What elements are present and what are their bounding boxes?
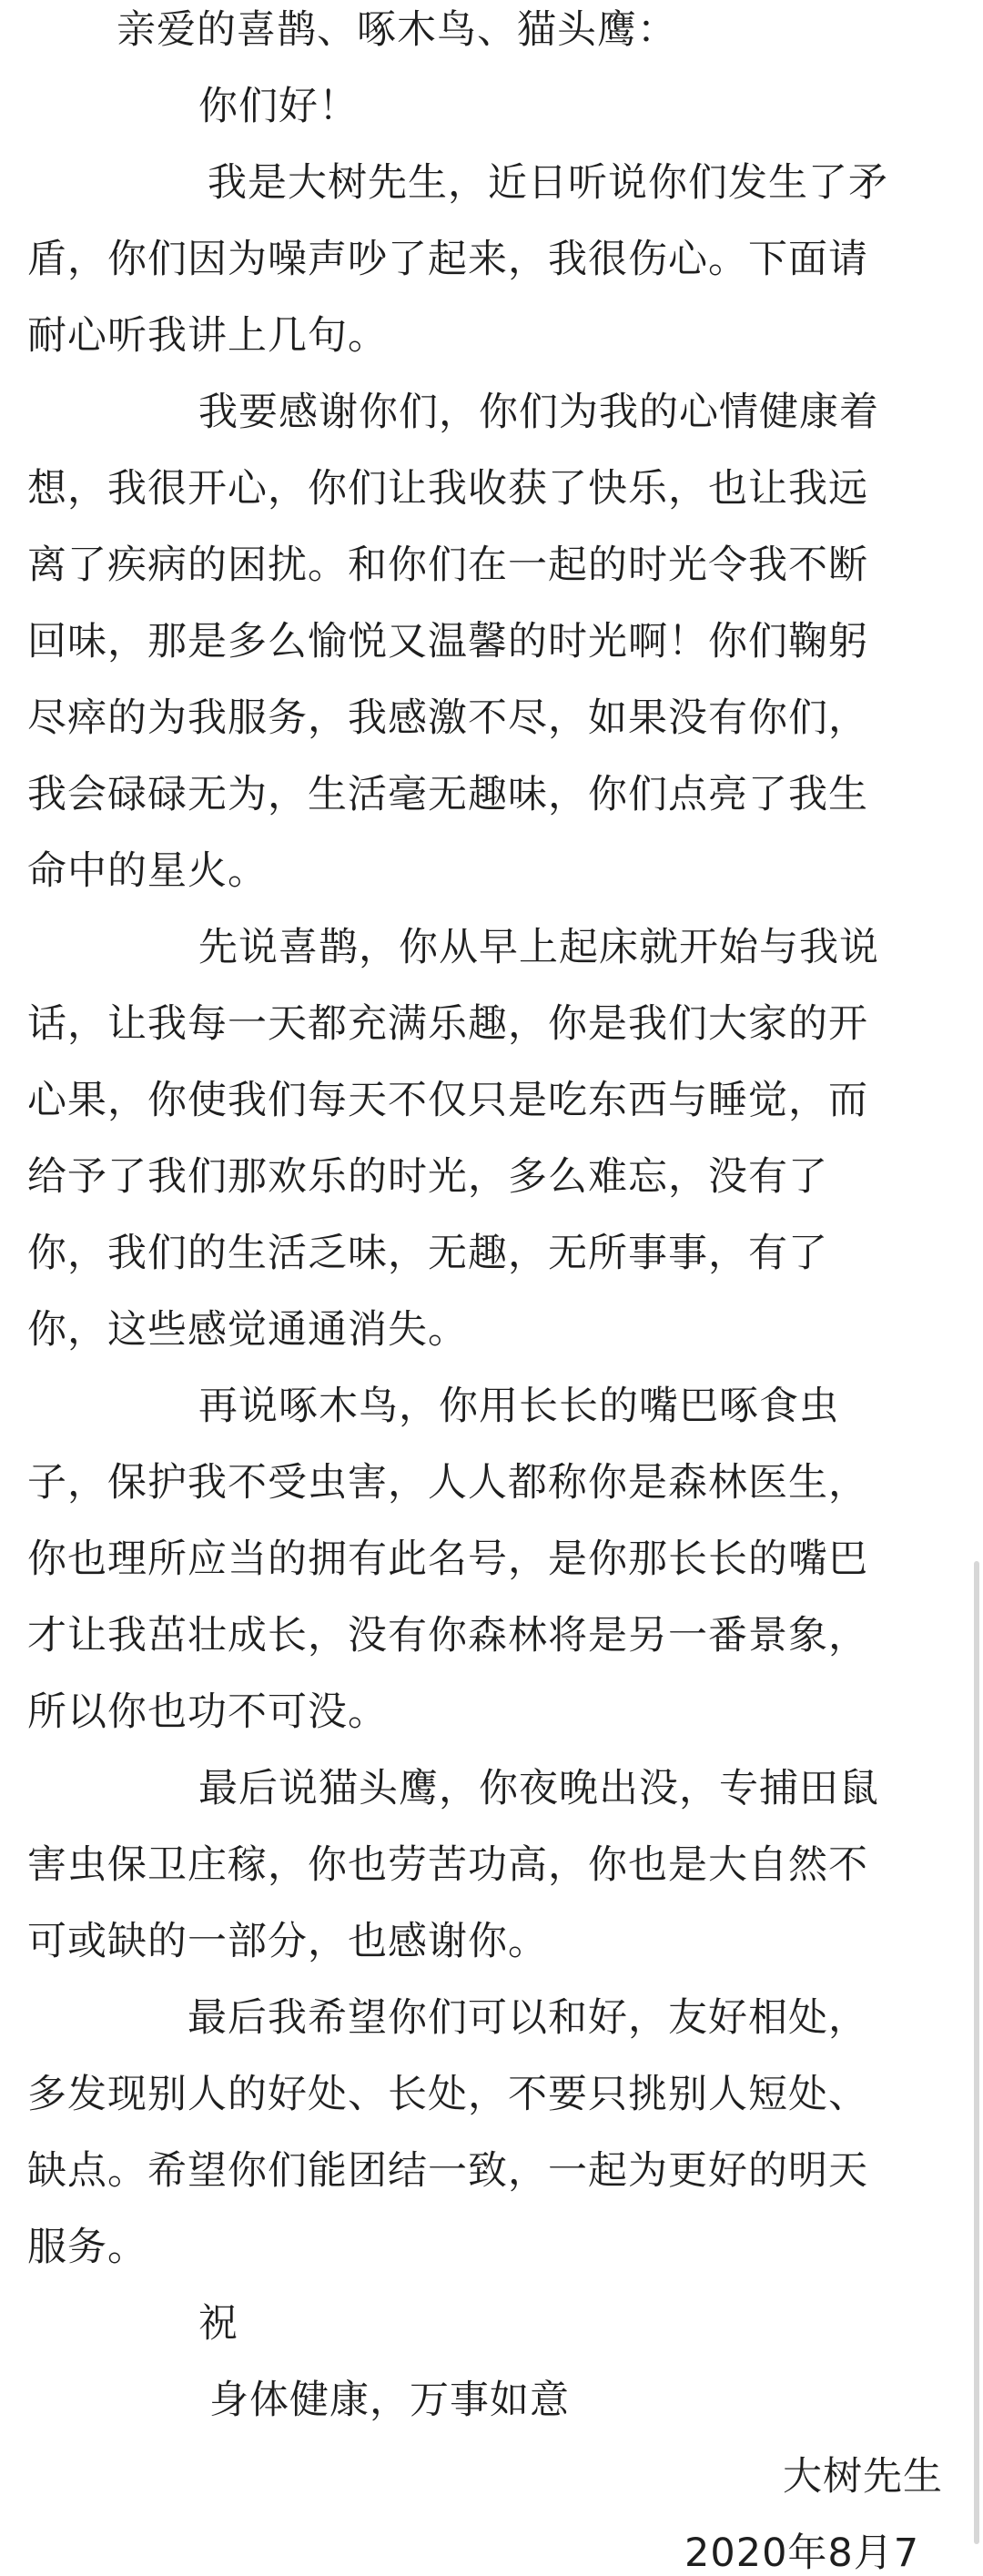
paragraph-line: 我要感谢你们，你们为我的心情健康着 — [198, 390, 879, 435]
signature: 大树先生 — [783, 2454, 943, 2500]
paragraph-line: 多发现别人的好处、长处，不要只挑别人短处、 — [27, 2072, 868, 2117]
paragraph-line: 先说喜鹊，你从早上起床就开始与我说 — [198, 925, 879, 970]
paragraph-line: 最后说猫头鹰，你夜晚出没，专捕田鼠 — [198, 1766, 879, 1811]
closing: 祝 — [198, 2301, 238, 2347]
paragraph-line: 我是大树先生，近日听说你们发生了矛 — [208, 160, 888, 206]
paragraph-line: 所以你也功不可没。 — [27, 1689, 388, 1735]
paragraph-line: 最后我希望你们可以和好，友好相处， — [187, 1995, 868, 2041]
paragraph-line: 服务。 — [27, 2225, 147, 2270]
paragraph-line: 离了疾病的困扰。和你们在一起的时光令我不断 — [27, 543, 868, 588]
wish: 身体健康，万事如意 — [209, 2378, 570, 2423]
greeting: 你们好！ — [198, 84, 359, 129]
date: 2020年8月7 — [684, 2530, 920, 2576]
paragraph-line: 盾，你们因为噪声吵了起来，我很伤心。下面请 — [27, 237, 868, 282]
scrollbar[interactable] — [974, 1561, 979, 2544]
paragraph-line: 可或缺的一部分，也感谢你。 — [27, 1919, 548, 1964]
paragraph-line: 尽瘁的为我服务，我感激不尽，如果没有你们， — [27, 695, 868, 741]
paragraph-line: 耐心听我讲上几句。 — [27, 313, 388, 359]
paragraph-line: 命中的星火。 — [27, 848, 268, 894]
paragraph-line: 你也理所应当的拥有此名号，是你那长长的嘴巴 — [27, 1536, 868, 1582]
paragraph-line: 你，这些感觉通通消失。 — [27, 1307, 468, 1353]
paragraph-line: 你，我们的生活乏味，无趣，无所事事，有了 — [27, 1231, 828, 1276]
salutation: 亲爱的喜鹊、啄木鸟、猫头鹰： — [117, 7, 677, 53]
paragraph-line: 子，保护我不受虫害，人人都称你是森林医生， — [27, 1460, 868, 1506]
paragraph-line: 我会碌碌无为，生活毫无趣味，你们点亮了我生 — [27, 772, 868, 817]
paragraph-line: 回味，那是多么愉悦又温馨的时光啊！你们鞠躬 — [27, 619, 868, 664]
paragraph-line: 缺点。希望你们能团结一致，一起为更好的明天 — [27, 2148, 868, 2194]
paragraph-line: 再说啄木鸟，你用长长的嘴巴啄食虫 — [198, 1384, 839, 1429]
paragraph-line: 才让我茁壮成长，没有你森林将是另一番景象， — [27, 1613, 868, 1658]
paragraph-line: 想，我很开心，你们让我收获了快乐，也让我远 — [27, 466, 868, 512]
paragraph-line: 害虫保卫庄稼，你也劳苦功高，你也是大自然不 — [27, 1842, 868, 1888]
paragraph-line: 心果，你使我们每天不仅只是吃东西与睡觉，而 — [27, 1078, 868, 1123]
paragraph-line: 给予了我们那欢乐的时光，多么难忘，没有了 — [27, 1154, 828, 1200]
paragraph-line: 话，让我每一天都充满乐趣，你是我们大家的开 — [27, 1001, 868, 1047]
